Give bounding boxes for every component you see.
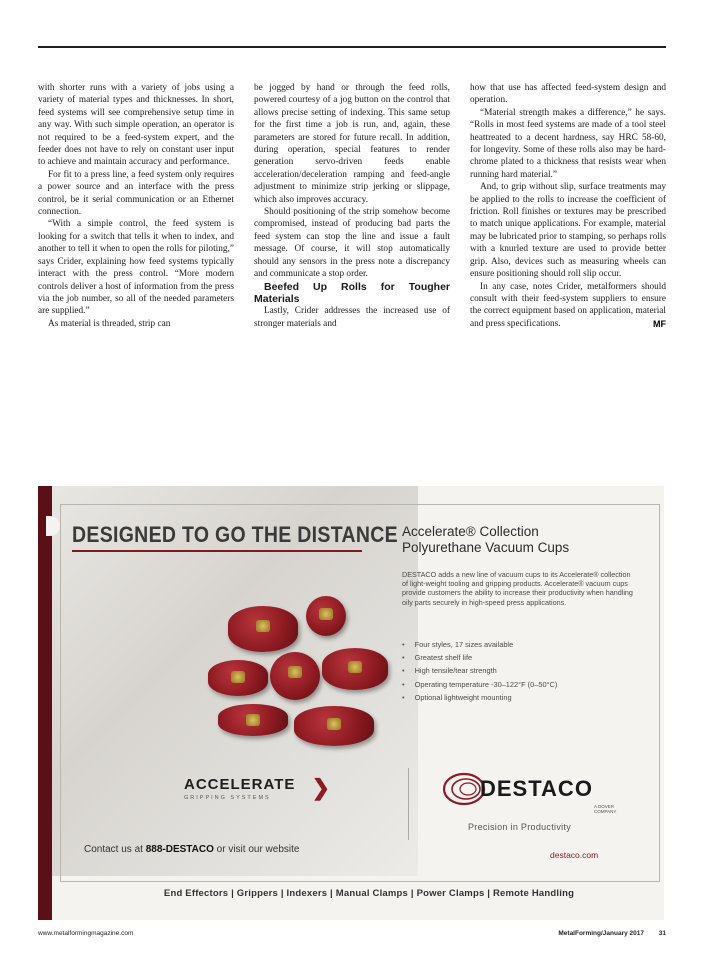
article-column-1: [38, 82, 234, 474]
paragraph: be jogged by hand or through the feed rolls, powered courtesy of a jog button on the control that allows precise setting of indexing. This same setup for the first time a job is run, and, again, these parameters are stored for future recall. In addition, during operation, special features to render generation servo-driven feeds enable acceleration/deceleration ramping and feed-angle adjustment to minimize strip jerking or slippage, which also improves accuracy.: [254, 83, 450, 205]
feature-item: • High tensile/tear strength: [402, 664, 638, 677]
ad-headline-underline: [72, 550, 362, 552]
contact-suffix: or visit our website: [213, 844, 300, 855]
feature-item: • Greatest shelf life: [402, 651, 638, 664]
product-title-line-1: Accelerate® Collection: [402, 524, 539, 539]
feature-item: • Optional lightweight mounting: [402, 691, 638, 704]
product-title: [402, 524, 642, 556]
vacuum-cup: [322, 648, 388, 690]
ad-accent-bar: [38, 486, 52, 920]
product-title-line-2: Polyurethane Vacuum Cups: [402, 540, 570, 555]
ad-tagline: Precision in Productivity: [468, 822, 572, 832]
destaco-brand: DESTACO: [480, 776, 593, 801]
paragraph: “Material strength makes a difference,” he says. “Rolls in most feed systems are made of a tool steel heattreated to a decent hardness, say HRC 58-60, for longevity. Some of these rolls also may be hard-chrome plated to a thickness that resists wear when running hard material.”: [470, 107, 666, 180]
vacuum-cup: [294, 706, 374, 746]
contact-prefix: Contact us at: [84, 844, 146, 855]
paragraph: [470, 281, 666, 331]
destaco-logo[interactable]: [442, 768, 632, 818]
feature-list: [402, 638, 638, 704]
article-column-2: [254, 82, 450, 474]
paragraph: with shorter runs with a variety of jobs using a variety of material types and thicknesses. In short, feed systems will see comprehensive setup time in any way. With such simple operation, an operator is not required to be a feed-system expert, and the feeder does not have to rely on constant user input to achieve and maintain accuracy and performance.: [38, 83, 234, 168]
article-column-3: [470, 82, 666, 474]
vacuum-cup: [270, 652, 320, 700]
feature-item: • Four styles, 17 sizes available: [402, 638, 638, 651]
accelerate-logo-word: ACCELERATE: [184, 776, 296, 793]
paragraph: And, to grip without slip, surface treatments may be applied to the rolls to increase the coefficient of friction. Roll finishes or textures may be prescribed to match unique applications. For example, material may be lubricated prior to stamping, so perhaps rolls with a knurled texture are used to provide better grip. Also, devices such as measuring wheels can ensure positioning should roll slip occur.: [470, 182, 666, 280]
contact-line: [84, 844, 299, 855]
vacuum-cup: [306, 596, 346, 636]
paragraph: how that use has affected feed-system design and operation.: [470, 83, 666, 106]
chevron-right-icon: ❯: [311, 775, 330, 800]
paragraph: Lastly, Crider addresses the increased use of stronger materials and: [254, 306, 450, 329]
paragraph: “With a simple control, the feed system is looking for a switch that tells it when to index, and another to tell it when to open the rolls for piloting,” says Crider, explaining how feed systems typically interact with the press control. “More modern controls deliver a host of information from the press via the job number, so all of the needed parameters are supplied.”: [38, 219, 234, 317]
vacuum-cup: [218, 704, 288, 736]
destaco-brand-sub: A DOVER COMPANY: [594, 804, 617, 814]
paragraph-text: In any case, notes Crider, metalformers should consult with their feed-system suppliers to ensure the correct equipment based on application, material and press specifications.: [470, 281, 666, 329]
section-subhead: Beefed Up Rolls for Tougher Materials: [254, 280, 450, 305]
paragraph: Should positioning of the strip somehow become compromised, instead of producing bad parts the feed system can stop the line and issue a fault message. Of course, it will stop automatically should any sensors in the press note a discrepancy and communicate a stop order.: [254, 207, 450, 280]
vacuum-cups-photo: [198, 578, 398, 768]
divider: [408, 768, 409, 840]
paragraph: As material is threaded, strip can: [48, 318, 171, 329]
feature-item: • Operating temperature -30–122°F (0–50°C): [402, 678, 638, 691]
paragraph: For fit to a press line, a feed system only requires a power source and an interface with the press control, be it serial communication or an Ethernet connection.: [38, 169, 234, 218]
page-number: 31: [658, 930, 666, 937]
vacuum-cup: [228, 606, 298, 652]
product-category-bar: End Effectors | Grippers | Indexers | Manual Clamps | Power Clamps | Remote Handling: [163, 888, 575, 899]
accelerate-logo-sub: GRIPPING SYSTEMS: [184, 795, 271, 801]
end-mark: MF: [653, 318, 666, 329]
top-rule: [38, 46, 666, 48]
ad-website-link[interactable]: destaco.com: [550, 850, 599, 860]
ad-headline: DESIGNED TO GO THE DISTANCE: [72, 522, 398, 548]
contact-phone[interactable]: 888-DESTACO: [145, 844, 214, 855]
footer-issue: MetalForming/January 2017: [558, 930, 644, 937]
product-description: DESTACO adds a new line of vacuum cups to its Accelerate® collection of light-weight tooling and gripping products. Accelerate® vacuum cups provide customers the ability to increase their productivity when handling oily parts securely in high-speed press applications.: [402, 570, 633, 607]
vacuum-cup: [208, 660, 268, 696]
advertisement[interactable]: [38, 486, 664, 920]
article-body: [38, 82, 666, 474]
footer-website: www.metalformingmagazine.com: [38, 930, 134, 937]
accelerate-logo: [184, 775, 330, 804]
